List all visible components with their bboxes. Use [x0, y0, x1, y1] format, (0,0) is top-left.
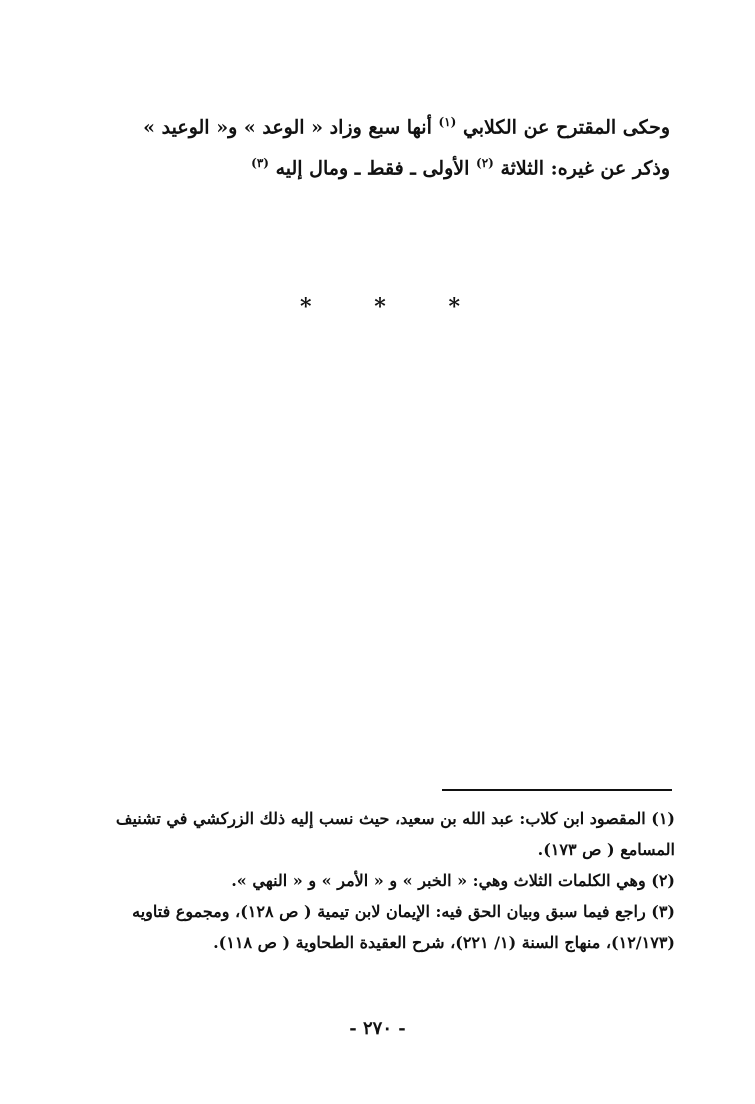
section-separator — [300, 292, 460, 322]
footnote-2-line-1: (٢) وهي الكلمات الثلاث وهي: « الخبر » و « الأمر » و « النهي ». — [231, 871, 675, 890]
main-text-line-1-part-a: وحكى المقترح عن الكلابي — [462, 116, 670, 139]
footnote-3-line-1: (٣) راجع فيما سبق وبيان الحق فيه: الإيمان لابن تيمية ( ص ١٢٨)، ومجموع فتاويه — [132, 902, 675, 921]
footnote-ref-2: (٢) — [476, 156, 494, 171]
footnote-divider — [442, 789, 672, 791]
footnote-1-line-2: المسامع ( ص ١٧٣). — [537, 840, 675, 859]
footnote-ref-3: (٣) — [251, 156, 269, 171]
main-text-line-1-part-b: أنها سبع وزاد « الوعد » و« الوعيد » — [143, 116, 432, 139]
main-text — [130, 104, 670, 187]
footnote-1-line-1: (١) المقصود ابن كلاب: عبد الله بن سعيد، حيث نسب إليه ذلك الزركشي في تشنيف — [115, 809, 675, 828]
separator-star: * — [374, 294, 386, 320]
footnote-2 — [80, 865, 675, 896]
main-text-line-2-part-a: وذكر عن غيره: الثلاثة — [500, 157, 670, 180]
separator-star: * — [448, 294, 460, 320]
footnote-ref-1: (١) — [438, 115, 457, 129]
footnote-3 — [80, 896, 675, 958]
footnotes — [80, 803, 675, 958]
footnote-1 — [80, 803, 675, 865]
main-text-line-2-part-b: الأولى ـ فقط ـ ومال إليه — [275, 157, 470, 180]
main-text-line-1 — [130, 104, 670, 145]
main-text-line-2 — [130, 145, 670, 186]
footnote-3-line-2: (١٢/١٧٣)، منهاج السنة (١/ ٢٢١)، شرح العقيدة الطحاوية ( ص ١١٨). — [213, 933, 675, 952]
page-number: - ٢٧٠ - — [349, 1018, 406, 1039]
separator-star: * — [300, 294, 312, 320]
